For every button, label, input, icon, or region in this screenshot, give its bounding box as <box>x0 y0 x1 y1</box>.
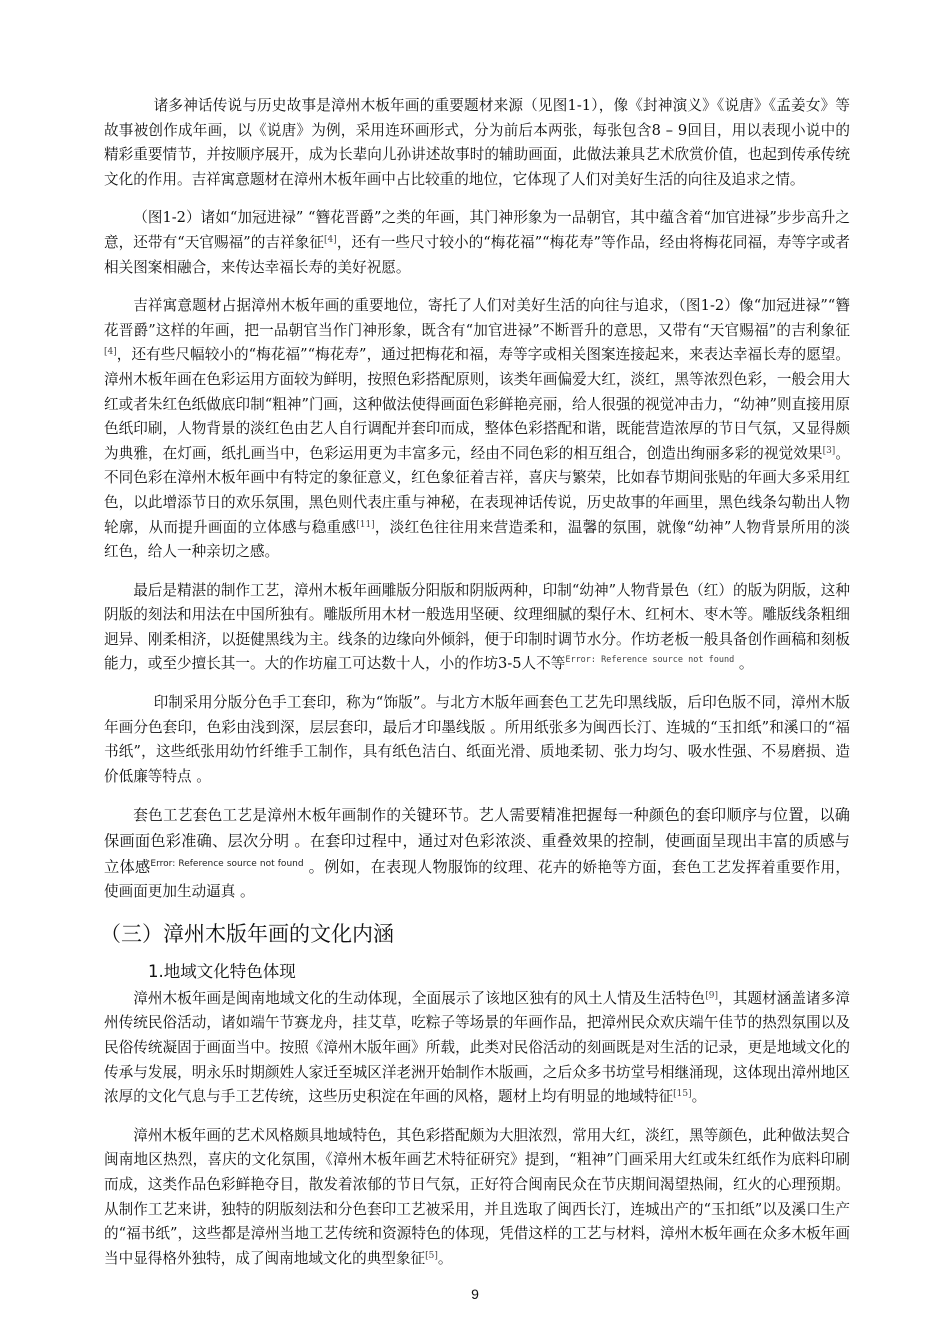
paragraph-themes <box>104 94 850 192</box>
page-number: 9 <box>471 1286 479 1302</box>
paragraph-text-sans: 。例如，在表现人物服 <box>303 857 464 876</box>
paragraph-text: 漳州木板年画是闽南地域文化的生动体现，全面展示了该地区独有的风土人情及生活特色 <box>133 989 706 1007</box>
paragraph-text: 饰的纹理、花卉的娇艳等方面，套色工艺发挥着重要作用，使画面更加生动逼真 。 <box>104 858 851 901</box>
paragraph-artistic-style <box>104 1124 850 1272</box>
paragraph-figure-1-2 <box>104 206 850 280</box>
paragraph-text: 诸多神话传说与历史故事是漳州木板年画的重要题材来源（见图1-1），像《封神演义》《说唐》《孟姜女》等故事被创作成年画，以《说唐》为例，采用连环画形式，分为前后本两张，每张包含8 – 9回目，用以表现小说中的精彩重要情节，并按顺序展开，成为长辈向儿孙讲述故事时的辅助画面，此做法兼具艺术欣赏价值，也起到传承传统文化的作用。吉祥寓意题材在漳州木板年画中占比较重的地位，它体现了人们对美好生活的向往及追求之情。 <box>104 97 850 188</box>
citation: [4] <box>104 347 117 358</box>
paragraph-text: ，其题材涵盖诸多漳州传统民俗活动，诸如端午节赛龙舟，挂艾草，吃粽子等场景的年画作品，把漳州民众欢庆端午佳节的热烈氛围以及民俗传统凝固于画面当中。按照《漳州木版年画》所载，此类对民俗活动的刻画既是对生活的记录，更是地域文化的传承与发展，明永乐时期颜姓人家迁至城区洋老洲开始制作木版画，之后众多书坊堂号相继涌现，这体现出漳州地区浓厚的文化气息与手工艺传统，这些历史积淀在年画的风格，题材上均有明显的地域特征 <box>104 989 850 1106</box>
paragraph-text: 漳州木板年画的艺术风格颇具地域特色，其色彩搭配颇为大胆浓烈，常用大红，淡红，黑等颜色，此种做法契合闽南地区热烈，喜庆的文化氛围，《漳州木板年画艺术特征研究》提到，“粗神”门画采用大红或朱红纸作为底料印刷而成，这类作品色彩鲜艳夺目，散发着浓郁的节日气氛，正好符合闽南民众在节庆期间渴望热闹，红火的心理预期。从制作工艺来讲，独特的阴版刻法和分色套印工艺被采用，并且选取了闽西长汀，连城出产的“玉扣纸”以及溪口生产的“福书纸”，这些都是漳州当地工艺传统和资源特色的体现，凭借这样的工艺与材料，漳州木板年画在众多木板年画当中显得格外独特，成了闽南地域文化的典型象征 <box>104 1126 850 1267</box>
paragraph-text-sans: 关键环节。艺人需要精准把握每一种颜色的套印顺序与位置，以确保画面色彩准确、层次分明 。在套印过程中，通过对色彩浓淡、重叠效果的控制，使画面呈现出丰富的质感与立体感 <box>104 806 850 876</box>
subsection-heading: 1.地域文化特色体现 <box>148 961 296 981</box>
paragraph-text: ，还有些尺幅较小的“梅花福”“梅花寿”，通过把梅花和福，寿等字或相关图案连接起来，来表达幸福长寿的愿望。漳州木板年画在色彩运用方面较为鲜明，按照色彩搭配原则，该类年画偏爱大红，淡红，黑等浓烈色彩，一般会用大红或者朱红色纸做底印制“粗神”门画，这种做法使得画面色彩鲜艳亮丽，给人很强的视觉冲击力，“幼神”则直接用原色纸印刷，人物背景的淡红色由艺人自行调配并套印而成，整体色彩搭配和谐，既能营造浓厚的节日气氛，又显得颇为典雅，在灯画，纸扎画当中，色彩运用更为丰富多元，经由不同色彩的相互组合，创造出绚丽多彩的视觉效果 <box>104 346 850 462</box>
paragraph-auspicious-colors <box>104 294 850 565</box>
paragraph-text: 最后是精湛的制作工艺，漳州木板年画雕版分阳版和阴版两种，印制“幼神”人物背景色（红）的版为阴版，这种阴版的刻法和用法在中国所独有。雕版所用木材一般选用坚硬、纹理细腻的梨仔木、红柯木、枣木等。雕版线条粗细迥异、刚柔相济，以挺健黑线为主。线条的边缘向外倾斜，便于印制时调节水分。作坊老板一般具备创作画稿和刻板能力，或至少擅长其一。大的作坊雇工可达数十人，小的作坊3-5人不等 <box>104 581 850 673</box>
citation: [4] <box>324 234 337 245</box>
reference-error: Error: Reference source not found <box>565 655 735 666</box>
citation: [9] <box>705 990 718 1001</box>
paragraph-text: ，还有一些尺寸较小的“梅花福”“梅花寿”等作品，经由将梅花同福，寿等字或者相关图案相融合，来传达幸福长寿的美好祝愿。 <box>104 233 850 276</box>
paragraph-craft <box>104 579 850 677</box>
citation: [3] <box>822 445 836 456</box>
citation: [11] <box>356 519 375 530</box>
paragraph-printing <box>104 691 850 789</box>
paragraph-text: 印制采用分版分色手工套印，称为“饰版”。与北方木版年画套色工艺先印黑线版，后印色版不同，漳州木版年画分色套印，色彩由浅到深，层层套印，最后才印墨线版 。所用纸张多为闽西长汀、连城的“玉扣纸”和溪口的“福书纸”，这些纸张用幼竹纤维手工制作，具有纸色洁白、纸面光滑、质地柔韧、张力均匀、吸水性强、不易磨损、造价低廉等特点 。 <box>104 694 850 785</box>
paragraph-text: 。不同色彩在漳州木板年画中有特定的象征意义，红色象征着吉祥，喜庆与繁荣，比如春节期间张贴的年画大多采用红色，以此增添节日的欢乐氛围，黑色则代表庄重与神秘，在表现神话传说，历史故事的年画里，黑色线条勾勒出人物轮廓，从而提升画面的立体感与稳重感 <box>104 444 850 536</box>
reference-error: Error: Reference source not found <box>150 858 304 869</box>
paragraph-text: 套色工艺套色工艺是漳州木板年画制作的 <box>133 807 402 825</box>
citation: [15] <box>673 1089 692 1100</box>
paragraph-text: 。 <box>437 1249 453 1267</box>
section-heading: （三）漳州木版年画的文化内涵 <box>100 921 394 946</box>
paragraph-text: ，淡红色往往用来营造柔和，温馨的氛围，就像“幼神”人物背景所用的淡红色，给人一种亲切之感。 <box>104 518 850 561</box>
citation: [5] <box>425 1250 438 1261</box>
paragraph-text: （图1-2）诸如“加冠进禄” “簪花晋爵”之类的年画，其门神形象为一品朝官，其中蕴含着“加官进禄”步步高升之意，还带有“天官赐福”的吉祥象征 <box>104 209 850 251</box>
paragraph-text: 。 <box>734 655 754 673</box>
paragraph-overprint <box>104 803 850 904</box>
paragraph-text: 吉祥寓意题材占据漳州木板年画的重要地位，寄托了人们对美好生活的向往与追求，（图1-2）像“加冠进禄”“簪花晋爵”这样的年画，把一品朝官当作门神形象，既含有“加官进禄”不断晋升的意思，又带有“天官赐福”的吉利象征 <box>104 297 850 339</box>
paragraph-regional-culture <box>104 987 850 1110</box>
paragraph-text: 。 <box>691 1088 707 1106</box>
